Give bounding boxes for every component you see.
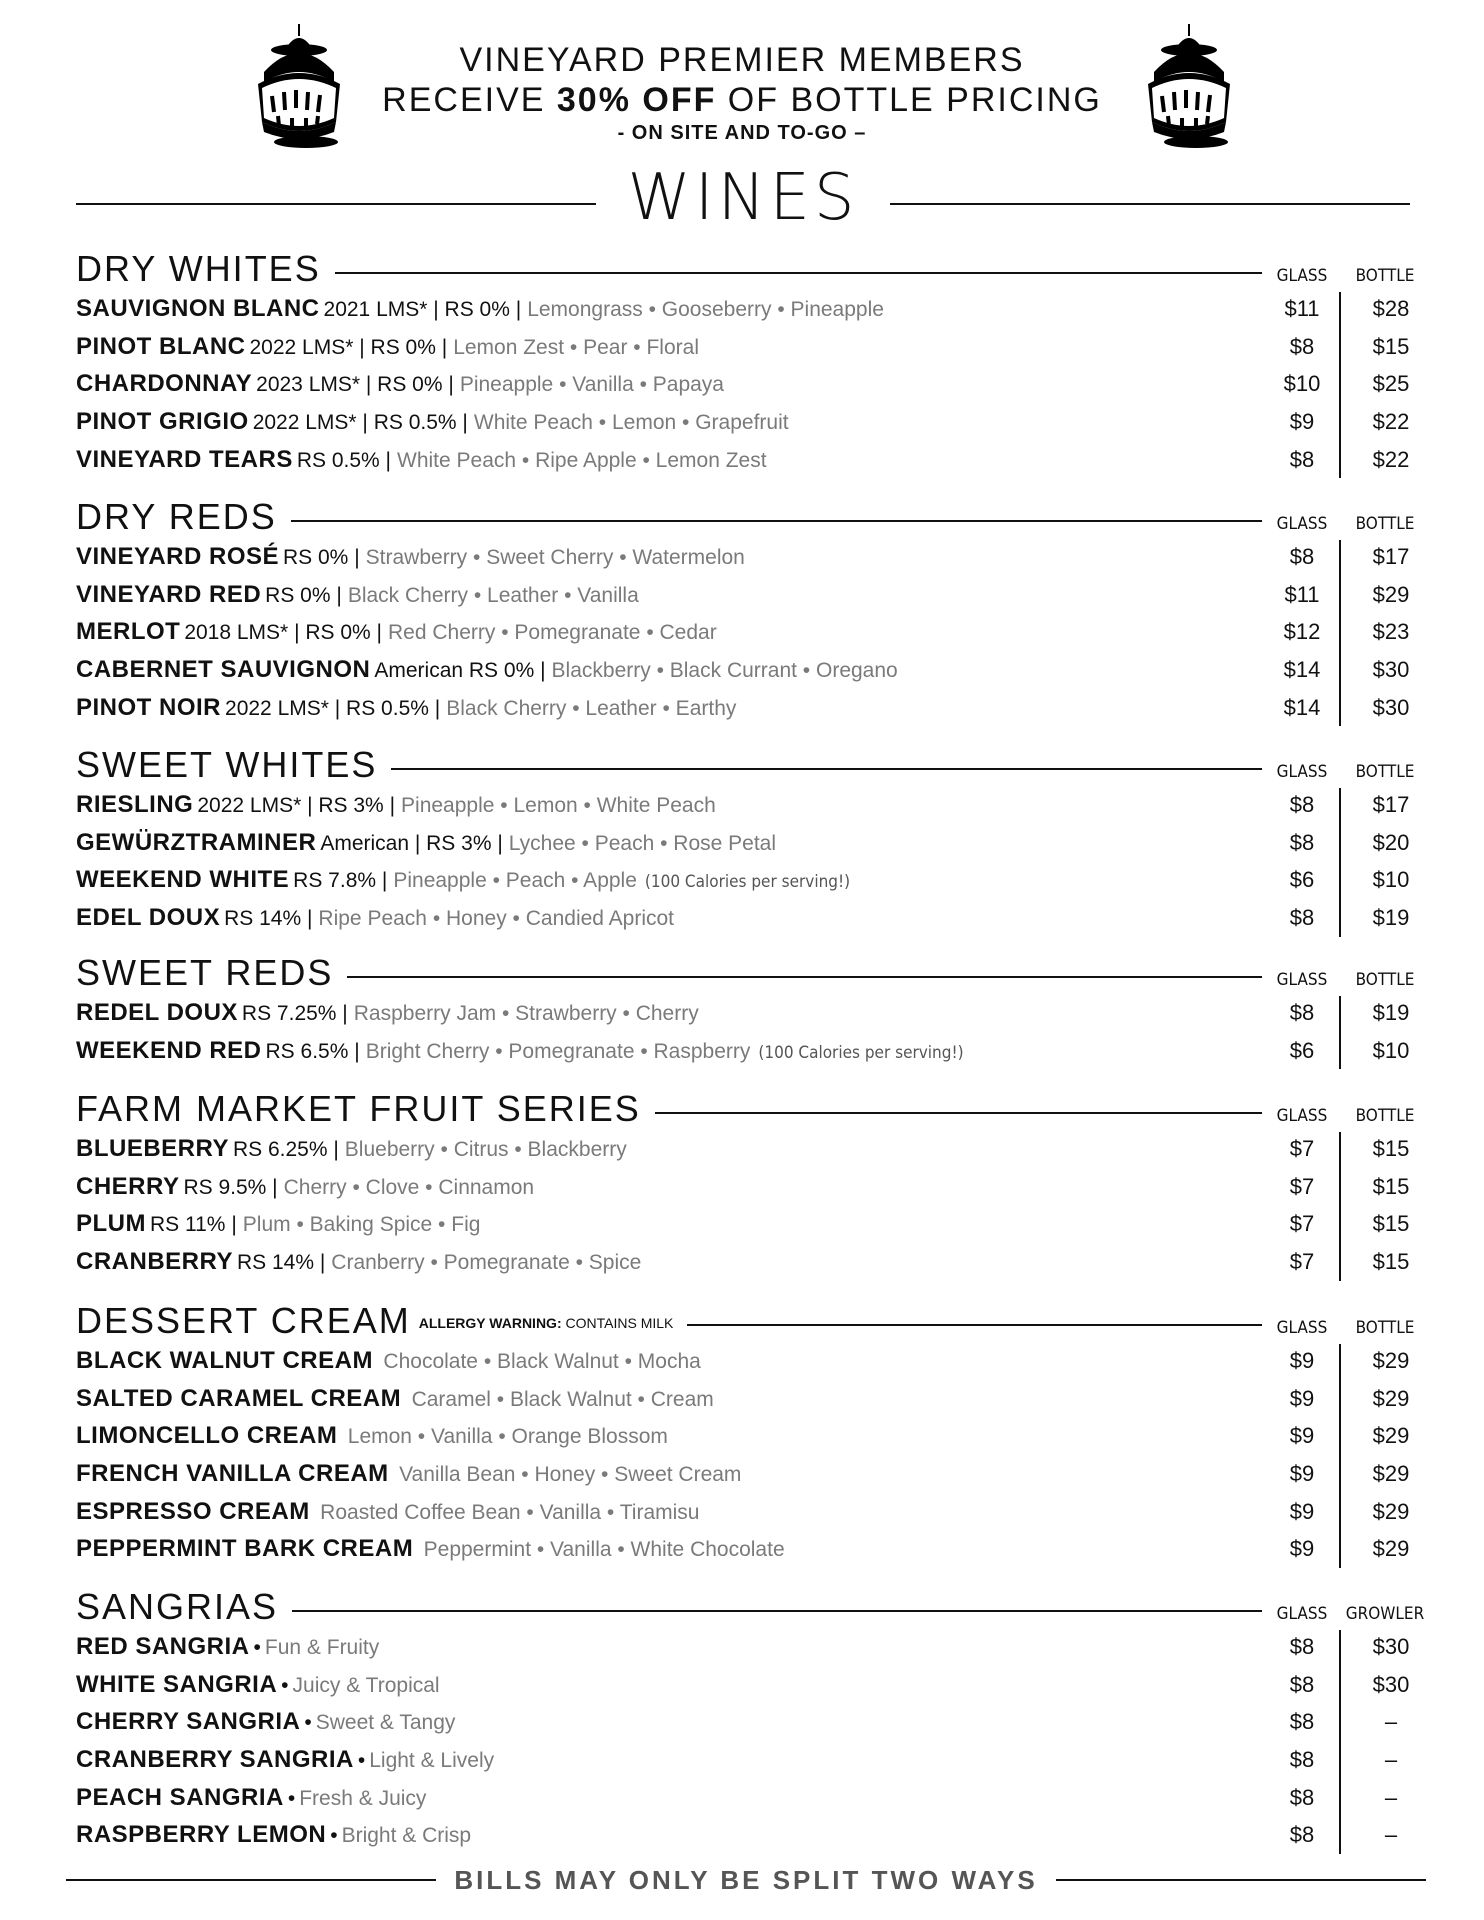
- item-list: [76, 1342, 1436, 1568]
- glass-price: $8: [1289, 905, 1315, 931]
- item-list: [76, 1130, 1436, 1281]
- item-name: RIESLING: [76, 791, 194, 818]
- item-list: [76, 786, 1436, 937]
- glass-price: $11: [1284, 581, 1320, 607]
- item-tasting-notes: Light & Lively: [369, 1749, 495, 1773]
- glass-price: $14: [1283, 694, 1321, 720]
- item-tasting-notes: Lemon Zest • Pear • Floral: [453, 335, 699, 359]
- menu-item: [76, 689, 1436, 727]
- menu-item: [76, 1342, 1436, 1380]
- allergy-warning: [419, 1315, 674, 1331]
- item-name: FRENCH VANILLA CREAM: [76, 1460, 389, 1488]
- item-name: MERLOT: [76, 618, 181, 646]
- item-spec: 2022 LMS* | RS 0.5% |: [225, 696, 441, 720]
- section-header: [76, 248, 1436, 290]
- bottle-price: $30: [1372, 1634, 1410, 1659]
- section-header: [76, 952, 1436, 994]
- column-header-glass: GLASS: [1276, 1318, 1328, 1338]
- item-spec: RS 0.5% |: [296, 448, 391, 472]
- item-name: CHERRY: [76, 1172, 180, 1200]
- menu-item: [76, 824, 1436, 862]
- item-bullet: •: [253, 1636, 261, 1659]
- item-name: PINOT GRIGIO: [76, 408, 249, 436]
- bottle-price: $10: [1372, 867, 1410, 893]
- glass-price: $7: [1289, 1211, 1315, 1237]
- item-name: BLACK WALNUT CREAM: [76, 1347, 373, 1374]
- item-tasting-notes: Peppermint • Vanilla • White Chocolate: [423, 1538, 785, 1562]
- item-name: VINEYARD TEARS: [76, 445, 293, 473]
- bottle-price: $22: [1372, 446, 1410, 472]
- item-spec: RS 0% |: [265, 583, 342, 607]
- item-name: CRANBERRY SANGRIA: [76, 1746, 354, 1774]
- glass-price: $8: [1289, 446, 1315, 472]
- item-tasting-notes: Strawberry • Sweet Cherry • Watermelon: [365, 546, 745, 569]
- section-title: [76, 1088, 655, 1130]
- bottle-price: $15: [1372, 1136, 1410, 1161]
- item-name: CHERRY SANGRIA: [76, 1708, 301, 1736]
- glass-price: $9: [1289, 1423, 1315, 1449]
- item-tasting-notes: Raspberry Jam • Strawberry • Cherry: [353, 1002, 699, 1025]
- item-spec: American RS 0% |: [374, 659, 546, 683]
- item-name: PINOT NOIR: [76, 693, 222, 721]
- item-name: PEACH SANGRIA: [76, 1783, 284, 1811]
- item-tasting-notes: Fun & Fruity: [264, 1636, 380, 1659]
- item-name: WHITE SANGRIA: [76, 1670, 278, 1698]
- item-bullet: •: [304, 1711, 312, 1735]
- item-name: RED SANGRIA: [76, 1633, 250, 1660]
- glass-price: $12: [1283, 619, 1321, 645]
- item-list: [76, 538, 1436, 726]
- bottle-price: $22: [1372, 409, 1410, 435]
- bottle-price: $29: [1372, 1385, 1410, 1411]
- item-spec: RS 9.5% |: [183, 1175, 278, 1199]
- item-name: REDEL DOUX: [76, 999, 238, 1026]
- section-title: [76, 496, 291, 538]
- section-title-text: SANGRIAS: [76, 1586, 279, 1627]
- menu-item: [76, 1493, 1436, 1531]
- bottle-price: $15: [1372, 1211, 1410, 1237]
- item-spec: RS 6.5% |: [265, 1039, 360, 1063]
- glass-price: $8: [1289, 1000, 1315, 1025]
- item-name: RASPBERRY LEMON: [76, 1821, 327, 1849]
- glass-price: $8: [1289, 1822, 1315, 1848]
- item-spec: RS 7.25% |: [241, 1002, 348, 1025]
- menu-item: [76, 1666, 1436, 1704]
- menu-item: [76, 994, 1436, 1032]
- item-tasting-notes: Chocolate • Black Walnut • Mocha: [383, 1350, 701, 1373]
- item-name: PLUM: [76, 1210, 146, 1238]
- item-spec: RS 14% |: [224, 907, 313, 931]
- item-spec: RS 6.25% |: [232, 1138, 339, 1161]
- bottle-price: $29: [1372, 1348, 1410, 1373]
- glass-price: $8: [1289, 333, 1315, 359]
- menu-item: [76, 365, 1436, 403]
- glass-price: $9: [1289, 1498, 1315, 1524]
- glass-price: $8: [1289, 829, 1315, 855]
- section-header: [76, 1300, 1436, 1342]
- menu-item: [76, 1032, 1436, 1070]
- item-calorie-note: (100 Calories per serving!): [644, 872, 851, 893]
- column-header-glass: GLASS: [1276, 970, 1328, 990]
- glass-price: $9: [1289, 409, 1315, 435]
- bottle-price: $29: [1372, 581, 1410, 607]
- column-header-glass: GLASS: [1276, 514, 1328, 534]
- menu-item: [76, 613, 1436, 651]
- item-name: SALTED CARAMEL CREAM: [76, 1384, 402, 1412]
- section-dry-whites: [76, 248, 1436, 478]
- section-title-text: SWEET REDS: [76, 952, 334, 993]
- glass-price: $8: [1289, 1709, 1315, 1735]
- column-header-bottle: BOTTLE: [1355, 1318, 1415, 1338]
- menu-item: [76, 861, 1436, 899]
- section-title: [76, 1586, 292, 1628]
- banner-discount: 30% OFF: [556, 81, 717, 119]
- item-tasting-notes: White Peach • Lemon • Grapefruit: [473, 411, 789, 435]
- item-spec: 2022 LMS* | RS 0.5% |: [252, 411, 468, 435]
- page-title: WINES: [627, 161, 859, 235]
- glass-price: $14: [1283, 657, 1321, 683]
- banner-line-1: VINEYARD PREMIER MEMBERS: [459, 41, 1025, 79]
- item-tasting-notes: Pineapple • Peach • Apple: [393, 869, 637, 893]
- bottle-price: $19: [1372, 1000, 1410, 1025]
- section-title: [76, 1300, 687, 1344]
- item-tasting-notes: Fresh & Juicy: [299, 1786, 427, 1810]
- section-title-text: DESSERT CREAM: [76, 1300, 411, 1341]
- column-header-bottle: BOTTLE: [1355, 762, 1415, 782]
- item-list: [76, 994, 1436, 1069]
- glass-price: $8: [1289, 792, 1315, 817]
- glass-price: $8: [1289, 1634, 1315, 1659]
- menu-item: [76, 786, 1436, 824]
- glass-price: $7: [1289, 1136, 1315, 1161]
- members-banner: [360, 40, 1124, 146]
- item-tasting-notes: Pineapple • Vanilla • Papaya: [459, 373, 724, 397]
- bottle-price: –: [1384, 1784, 1398, 1810]
- footer: [66, 1860, 1426, 1900]
- menu-item: [76, 1417, 1436, 1455]
- item-tasting-notes: Lemon • Vanilla • Orange Blossom: [347, 1425, 668, 1449]
- glass-price: $9: [1289, 1461, 1315, 1487]
- menu-item: [76, 1741, 1436, 1779]
- menu-item: [76, 441, 1436, 479]
- section-header: [76, 1586, 1436, 1628]
- item-tasting-notes: Black Cherry • Leather • Vanilla: [347, 583, 639, 607]
- bottle-price: $25: [1372, 371, 1410, 397]
- section-header: [76, 1088, 1436, 1130]
- section-header: [76, 744, 1436, 786]
- menu-item: [76, 1380, 1436, 1418]
- bottle-price: $10: [1372, 1037, 1410, 1063]
- column-header-glass: GLASS: [1276, 762, 1328, 782]
- item-name: CRANBERRY: [76, 1248, 233, 1276]
- column-header-bottle: BOTTLE: [1355, 266, 1415, 286]
- glass-price: $6: [1289, 867, 1315, 893]
- item-tasting-notes: Cranberry • Pomegranate • Spice: [331, 1251, 642, 1275]
- section-title: [76, 248, 335, 290]
- item-tasting-notes: Black Cherry • Leather • Earthy: [446, 696, 737, 720]
- item-spec: 2022 LMS* | RS 3% |: [197, 794, 396, 817]
- item-name: GEWÜRZTRAMINER: [76, 828, 317, 856]
- item-tasting-notes: Caramel • Black Walnut • Cream: [411, 1387, 714, 1411]
- menu-item: [76, 1703, 1436, 1741]
- menu-item: [76, 538, 1436, 576]
- section-dry-reds: [76, 496, 1436, 726]
- section-title: [76, 744, 391, 786]
- glass-price: $11: [1284, 296, 1320, 321]
- bottle-price: $29: [1372, 1423, 1410, 1449]
- menu-item: [76, 1168, 1436, 1206]
- menu-item: [76, 1530, 1436, 1568]
- column-header-glass: GLASS: [1276, 266, 1328, 286]
- item-tasting-notes: Blackberry • Black Currant • Oregano: [551, 659, 898, 683]
- item-spec: RS 7.8% |: [293, 869, 388, 893]
- glass-price: $9: [1289, 1348, 1315, 1373]
- bottle-price: $19: [1372, 905, 1410, 931]
- item-tasting-notes: Red Cherry • Pomegranate • Cedar: [388, 621, 717, 645]
- bottle-building-icon: [1134, 22, 1244, 152]
- bottle-price: –: [1384, 1747, 1398, 1773]
- column-header-glass: GLASS: [1276, 1106, 1328, 1126]
- section-title-text: SWEET WHITES: [76, 744, 378, 785]
- item-name: CABERNET SAUVIGNON: [76, 656, 371, 684]
- glass-price: $8: [1289, 1784, 1315, 1810]
- item-name: WEEKEND WHITE: [76, 866, 290, 894]
- item-spec: 2023 LMS* | RS 0% |: [256, 373, 454, 397]
- bottle-price: $23: [1372, 619, 1410, 645]
- section-sangrias: [76, 1586, 1436, 1854]
- item-tasting-notes: Plum • Baking Spice • Fig: [242, 1213, 481, 1237]
- menu-item: [76, 1205, 1436, 1243]
- section-title-text: FARM MARKET FRUIT SERIES: [76, 1088, 641, 1129]
- menu-item: [76, 1455, 1436, 1493]
- item-bullet: •: [281, 1673, 289, 1697]
- column-header-glass: GLASS: [1276, 1604, 1328, 1624]
- section-title: [76, 952, 347, 994]
- column-header-bottle: BOTTLE: [1355, 1106, 1415, 1126]
- glass-price: $6: [1289, 1037, 1315, 1063]
- menu-item: [76, 576, 1436, 614]
- item-spec: RS 14% |: [236, 1251, 326, 1275]
- item-tasting-notes: Sweet & Tangy: [315, 1711, 456, 1735]
- menu-item: [76, 899, 1436, 937]
- bottle-price: $30: [1372, 657, 1410, 683]
- bottle-price: $30: [1372, 1671, 1410, 1697]
- item-tasting-notes: Ripe Peach • Honey • Candied Apricot: [318, 907, 674, 931]
- item-tasting-notes: Cherry • Clove • Cinnamon: [283, 1175, 535, 1199]
- banner-line-2-post: OF BOTTLE PRICING: [716, 81, 1102, 119]
- item-name: PINOT BLANC: [76, 332, 246, 360]
- item-tasting-notes: Lychee • Peach • Rose Petal: [508, 831, 777, 855]
- menu-item: [76, 1779, 1436, 1817]
- item-bullet: •: [357, 1749, 366, 1773]
- section-sweet-reds: [76, 952, 1436, 1069]
- item-tasting-notes: Roasted Coffee Bean • Vanilla • Tiramisu: [320, 1500, 700, 1524]
- section-dessert-cream: [76, 1300, 1436, 1568]
- glass-price: $8: [1289, 1747, 1315, 1773]
- section-header: [76, 496, 1436, 538]
- menu-item: [76, 1243, 1436, 1281]
- item-bullet: •: [287, 1786, 296, 1810]
- banner-line-3: - ON SITE AND TO-GO –: [617, 122, 867, 144]
- item-tasting-notes: Blueberry • Citrus • Blackberry: [344, 1138, 627, 1161]
- section-sweet-whites: [76, 744, 1436, 937]
- allergy-warning-text: CONTAINS MILK: [561, 1315, 674, 1332]
- glass-price: $7: [1289, 1173, 1315, 1199]
- banner-line-2: [360, 80, 1124, 120]
- item-name: ESPRESSO CREAM: [76, 1497, 310, 1525]
- glass-price: $9: [1289, 1385, 1315, 1411]
- item-name: SAUVIGNON BLANC: [76, 295, 320, 322]
- menu-item: [76, 328, 1436, 366]
- item-spec: 2022 LMS* | RS 0% |: [249, 335, 448, 359]
- item-spec: 2018 LMS* | RS 0% |: [184, 621, 383, 645]
- bottle-price: $30: [1372, 694, 1410, 720]
- banner-line-2-pre: RECEIVE: [382, 81, 557, 119]
- item-tasting-notes: Bright Cherry • Pomegranate • Raspberry: [365, 1039, 751, 1063]
- item-tasting-notes: Pineapple • Lemon • White Peach: [401, 794, 716, 817]
- item-tasting-notes: Vanilla Bean • Honey • Sweet Cream: [399, 1463, 742, 1487]
- item-tasting-notes: White Peach • Ripe Apple • Lemon Zest: [397, 448, 767, 472]
- menu-item: [76, 651, 1436, 689]
- bottle-building-icon: [244, 22, 354, 152]
- bottle-price: $29: [1372, 1461, 1410, 1487]
- bottle-price: $15: [1372, 1249, 1410, 1275]
- section-title-text: DRY REDS: [76, 496, 277, 537]
- page-title-row: [76, 160, 1410, 240]
- menu-item: [76, 403, 1436, 441]
- item-name: VINEYARD ROSÉ: [76, 543, 279, 570]
- glass-price: $9: [1289, 1536, 1315, 1562]
- item-calorie-note: (100 Calories per serving!): [758, 1042, 964, 1063]
- bottle-price: $15: [1372, 1173, 1410, 1199]
- column-header-bottle: BOTTLE: [1355, 514, 1415, 534]
- bottle-price: $29: [1372, 1498, 1410, 1524]
- bottle-price: $17: [1372, 544, 1410, 569]
- glass-price: $10: [1283, 371, 1321, 397]
- item-name: CHARDONNAY: [76, 370, 253, 398]
- column-header-bottle: BOTTLE: [1355, 970, 1415, 990]
- item-name: PEPPERMINT BARK CREAM: [76, 1535, 414, 1563]
- item-spec: 2021 LMS* | RS 0% |: [323, 298, 522, 321]
- glass-price: $7: [1289, 1249, 1315, 1275]
- glass-price: $8: [1289, 544, 1315, 569]
- item-tasting-notes: Juicy & Tropical: [292, 1673, 440, 1697]
- allergy-warning-label: ALLERGY WARNING:: [418, 1315, 562, 1332]
- bottle-price: $17: [1372, 792, 1410, 817]
- bottle-price: –: [1384, 1822, 1398, 1848]
- item-name: VINEYARD RED: [76, 580, 262, 608]
- section-farm-market-fruit-series: [76, 1088, 1436, 1281]
- bottle-price: –: [1384, 1709, 1398, 1735]
- glass-price: $8: [1289, 1671, 1315, 1697]
- bottle-price: $28: [1372, 296, 1410, 321]
- item-list: [76, 1628, 1436, 1854]
- item-list: [76, 290, 1436, 478]
- bottle-price: $15: [1372, 333, 1410, 359]
- item-tasting-notes: Lemongrass • Gooseberry • Pineapple: [527, 298, 884, 321]
- bottle-price: $29: [1372, 1536, 1410, 1562]
- bottle-price: $20: [1372, 829, 1410, 855]
- item-bullet: •: [330, 1824, 338, 1848]
- item-name: BLUEBERRY: [76, 1135, 229, 1162]
- column-header-bottle: GROWLER: [1345, 1604, 1425, 1624]
- item-spec: RS 11% |: [150, 1213, 237, 1237]
- footer-note: BILLS MAY ONLY BE SPLIT TWO WAYS: [454, 1865, 1038, 1895]
- menu-item: [76, 290, 1436, 328]
- menu-item: [76, 1628, 1436, 1666]
- item-name: WEEKEND RED: [76, 1036, 262, 1064]
- item-name: LIMONCELLO CREAM: [76, 1422, 338, 1450]
- item-spec: RS 0% |: [283, 546, 360, 569]
- item-tasting-notes: Bright & Crisp: [341, 1824, 472, 1848]
- section-title-text: DRY WHITES: [76, 248, 321, 289]
- item-spec: American | RS 3% |: [320, 831, 503, 855]
- menu-item: [76, 1816, 1436, 1854]
- menu-item: [76, 1130, 1436, 1168]
- item-name: EDEL DOUX: [76, 904, 221, 932]
